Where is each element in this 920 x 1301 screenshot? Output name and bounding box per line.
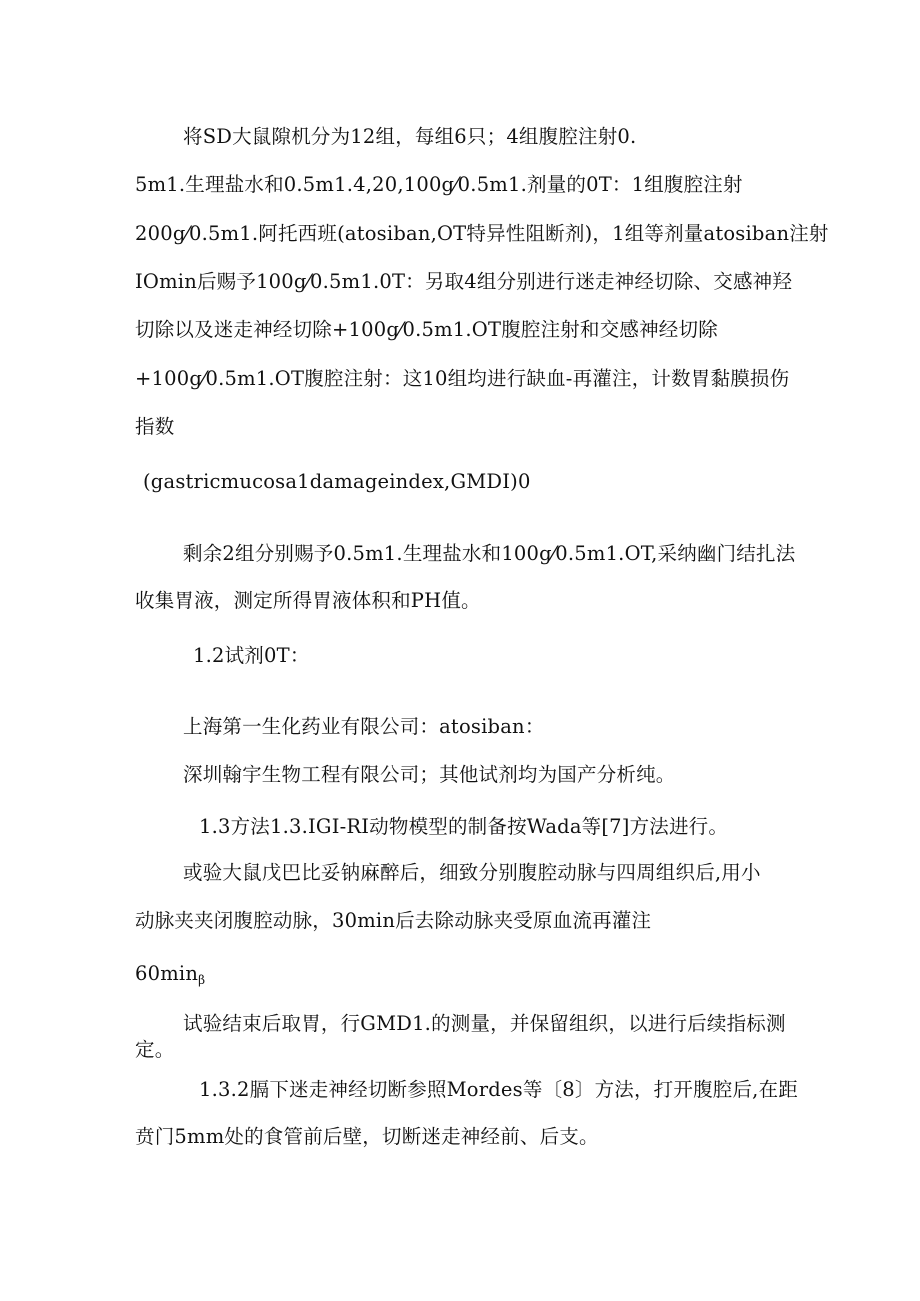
paragraph-line: 200g⁄0.5m1.阿托西班(atosiban,OT特异性阻断剂)，1组等剂量atosiban注射 (135, 222, 829, 245)
paragraph-line: 上海第一生化药业有限公司：atosiban： (183, 715, 545, 738)
paragraph-line: 切除以及迷走神经切除+100g⁄0.5m1.OT腹腔注射和交感神经切除 (135, 318, 718, 341)
paragraph-line: +100g⁄0.5m1.OT腹腔注射：这10组均进行缺血-再灌注，计数胃黏膜损伤 (135, 367, 790, 390)
paragraph-line: 将SD大鼠隙机分为12组，每组6只；4组腹腔注射0. (183, 125, 637, 148)
paragraph-line: 贲门5mm处的食管前后壁，切断迷走神经前、后支。 (135, 1125, 599, 1148)
paragraph-line: 1.3.2膈下迷走神经切断参照Mordes等〔8〕方法，打开腹腔后,在距 (199, 1078, 798, 1101)
section-heading: 1.3方法1.3.IGI-RI动物模型的制备按Wada等[7]方法进行。 (199, 815, 729, 838)
subscript-mark: β (198, 973, 206, 987)
section-heading: 1.2试剂0T： (193, 644, 310, 667)
paragraph-line: IOmin后赐予100g⁄0.5m1.0T：另取4组分别进行迷走神经切除、交感神羟 (135, 270, 793, 293)
paragraph-line: 定。 (135, 1038, 175, 1061)
paragraph-line: 收集胃液，测定所得胃液体积和PH值。 (135, 589, 481, 612)
paragraph-line: 5m1.生理盐水和0.5m1.4,20,100g⁄0.5m1.剂量的0T：1组腹腔注射 (135, 173, 743, 196)
paragraph-line: 动脉夹夹闭腹腔动脉，30min后去除动脉夹受原血流再灌注 (135, 909, 652, 932)
line-text: 60min (135, 962, 199, 985)
paragraph-line: 试验结束后取胃，行GMD1.的测量，并保留组织，以进行后续指标测 (183, 1012, 786, 1035)
paragraph-line: (gastricmucosa1damageindex,GMDI)0 (143, 470, 531, 493)
paragraph-line: 深圳翰宇生物工程有限公司；其他试剂均为国产分析纯。 (183, 763, 676, 786)
paragraph-line: 指数 (135, 415, 175, 438)
paragraph-line (135, 959, 205, 995)
paragraph-line: 或验大鼠戊巴比妥钠麻醉后，细致分别腹腔动脉与四周组织后,用小 (183, 861, 761, 884)
paragraph-line: 剩余2组分别赐予0.5m1.生理盐水和100g⁄0.5m1.OT,采纳幽门结扎法 (183, 542, 796, 565)
